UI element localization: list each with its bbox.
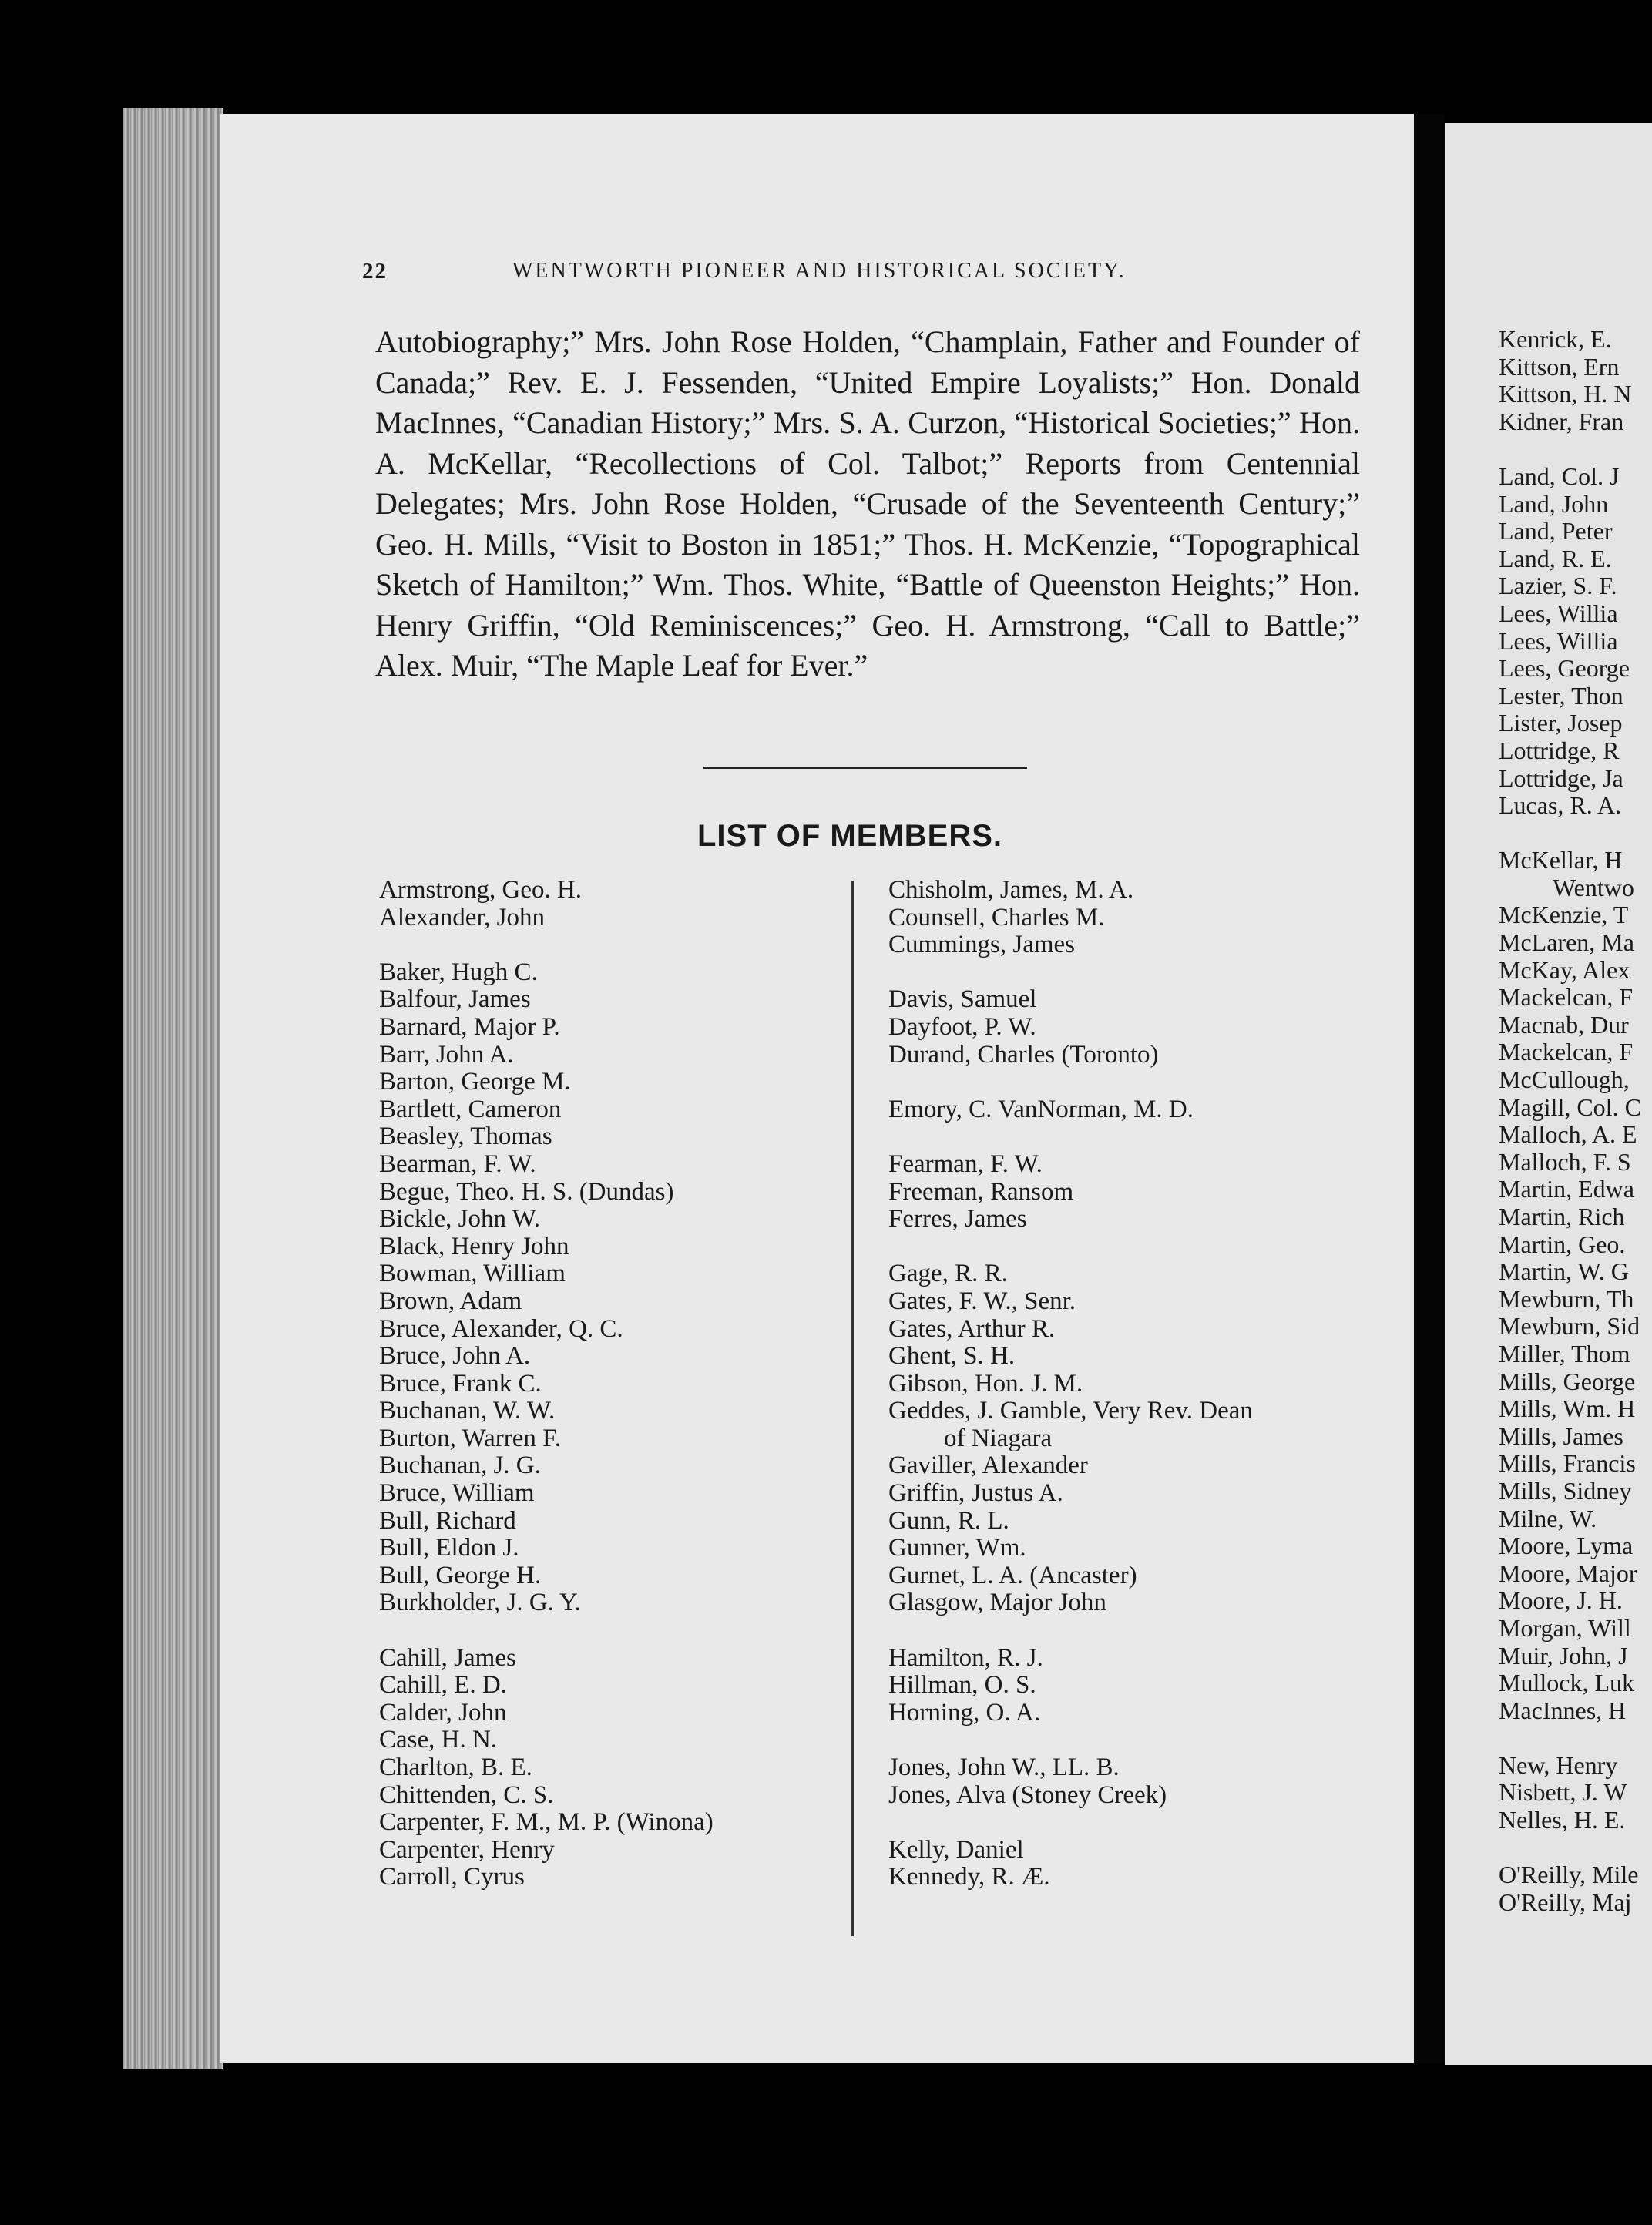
member-entry: Mewburn, Th (1499, 1284, 1634, 1313)
spacer (888, 1069, 1382, 1096)
member-entry: Bruce, Alexander, Q. C. (379, 1314, 623, 1343)
member-entry: Land, R. E. (1499, 544, 1612, 572)
member-entry: Gates, F. W., Senr. (888, 1287, 1076, 1315)
member-entry: New, Henry (1499, 1750, 1618, 1779)
spacer (888, 1727, 1382, 1754)
member-entry: Magill, Col. C (1499, 1092, 1641, 1121)
member-entry: Cahill, E. D. (379, 1671, 507, 1700)
member-entry: McCullough, (1499, 1066, 1630, 1094)
intro-text: Autobiography;” Mrs. John Rose Holden, “Champlain, Father and Founder of Canada;” Rev. E. J. Fessenden, “United Empire Loyalists;” Hon. Donald MacInnes, “Canadian History;” Mrs. S. A. Curzon, “Historical Societies;” Hon. A. McKellar, “Recollections of Col. Talbot;” Reports from Centennial Delegates; Mrs. John Rose Holden, “Crusade of the Seventeenth Century;” Geo. H. Mills, “Visit to Boston in 1851;” Thos. H. McKenzie, “Topographical Sketch of Hamilton;” Wm. Thos. White, “Battle of Queenston Heights;” Hon. Henry Griffin, “Old Reminiscences;” Geo. H. Armstrong, “Call to Battle;” Alex. Muir, “The Maple Leaf for Ever.” (375, 324, 1360, 683)
member-entry: Lees, George (1499, 654, 1630, 683)
member-entry: Bearman, F. W. (379, 1149, 536, 1178)
member-entry: Morgan, Will (1499, 1613, 1631, 1642)
member-entry: Gunner, Wm. (888, 1534, 1026, 1562)
member-entry: Ferres, James (888, 1205, 1027, 1233)
member-entry: Burton, Warren F. (379, 1424, 562, 1452)
member-entry: Mills, Francis (1499, 1449, 1636, 1478)
running-header (362, 259, 1364, 290)
member-entry: Counsell, Charles M. (888, 903, 1105, 931)
spacer (888, 1123, 1382, 1151)
member-entry: Jones, Alva (Stoney Creek) (888, 1780, 1167, 1809)
member-entry: Glasgow, Major John (888, 1589, 1106, 1617)
member-entry: Barr, John A. (379, 1040, 514, 1069)
member-entry: Nisbett, J. W (1499, 1778, 1627, 1807)
intro-paragraph (375, 322, 1360, 686)
member-entry: MacInnes, H (1499, 1696, 1627, 1724)
spacer (888, 1617, 1382, 1645)
member-entry: Calder, John (379, 1698, 507, 1727)
member-entry: Kidner, Fran (1499, 407, 1624, 435)
member-entry: Macnab, Dur (1499, 1010, 1629, 1039)
member-entry: Chittenden, C. S. (379, 1780, 554, 1809)
member-entry: Bartlett, Cameron (379, 1095, 562, 1123)
member-entry: Muir, John, J (1499, 1641, 1628, 1670)
member-entry: Jones, John W., LL. B. (888, 1753, 1120, 1781)
member-entry: Lottridge, Ja (1499, 763, 1623, 792)
member-entry: Armstrong, Geo. H. (379, 876, 583, 904)
facing-page (1445, 123, 1652, 2065)
member-entry: Kelly, Daniel (888, 1835, 1024, 1864)
member-entry: Durand, Charles (Toronto) (888, 1040, 1159, 1069)
member-entry: Milne, W. (1499, 1504, 1597, 1532)
member-entry: Martin, Rich (1499, 1203, 1625, 1230)
member-entry: O'Reilly, Maj (1499, 1888, 1632, 1916)
left-page (220, 114, 1414, 2063)
page-number: 22 (362, 259, 388, 284)
spacer (888, 1233, 1382, 1261)
member-entry: Mewburn, Sid (1499, 1312, 1640, 1341)
member-entry: Barnard, Major P. (379, 1012, 560, 1041)
member-entry: McKenzie, T (1499, 901, 1629, 929)
member-entry: Griffin, Justus A. (888, 1479, 1063, 1508)
member-entry: Chisholm, James, M. A. (888, 876, 1134, 904)
member-entry: Lester, Thon (1499, 681, 1623, 710)
member-entry: Horning, O. A. (888, 1698, 1041, 1727)
member-entry: Land, John (1499, 489, 1609, 518)
members-column-left (379, 877, 857, 1891)
member-entry: Kennedy, R. Æ. (888, 1863, 1050, 1891)
member-entry: Malloch, A. E (1499, 1120, 1637, 1149)
spacer (379, 1617, 857, 1645)
member-entry: Gibson, Hon. J. M. (888, 1369, 1083, 1398)
member-entry: Martin, Geo. (1499, 1230, 1626, 1258)
member-entry: Nelles, H. E. (1499, 1806, 1626, 1834)
facing-page-members-column (1499, 326, 1641, 1916)
member-entry: Black, Henry John (379, 1232, 569, 1260)
page-edges (123, 108, 223, 2069)
member-entry: Miller, Thom (1499, 1339, 1630, 1368)
member-entry: Bruce, Frank C. (379, 1369, 542, 1398)
list-title: LIST OF MEMBERS. (697, 819, 1002, 853)
member-entry: Carpenter, Henry (379, 1835, 555, 1864)
member-entry: Buchanan, J. G. (379, 1451, 541, 1480)
member-entry: Wentwo (1553, 873, 1634, 901)
member-entry: Fearman, F. W. (888, 1149, 1043, 1178)
member-entry: Kittson, H. N (1499, 380, 1632, 408)
member-entry: Lottridge, R (1499, 736, 1620, 764)
member-entry: Lees, Willia (1499, 599, 1618, 627)
member-entry: Mills, George (1499, 1367, 1636, 1395)
member-entry: Emory, C. VanNorman, M. D. (888, 1095, 1194, 1123)
spacer (888, 959, 1382, 987)
member-entry: McKellar, H (1499, 846, 1623, 874)
member-entry: Mills, James (1499, 1421, 1623, 1450)
member-entry: Kenrick, E. (1499, 325, 1612, 353)
member-entry: Lazier, S. F. (1499, 572, 1617, 600)
members-column-right (888, 877, 1382, 1891)
member-entry: Geddes, J. Gamble, Very Rev. Dean (888, 1397, 1253, 1425)
spacer (1499, 820, 1641, 847)
member-entry: Carpenter, F. M., M. P. (Winona) (379, 1808, 714, 1837)
member-entry: Moore, Lyma (1499, 1532, 1634, 1560)
member-entry: Bowman, William (379, 1260, 566, 1288)
member-entry: Burkholder, J. G. Y. (379, 1589, 581, 1617)
member-entry: Alexander, John (379, 903, 545, 931)
member-entry: Martin, Edwa (1499, 1175, 1634, 1203)
member-entry: Gates, Arthur R. (888, 1314, 1056, 1343)
member-entry: Moore, Major (1499, 1559, 1637, 1587)
member-entry: of Niagara (944, 1424, 1053, 1452)
spacer (888, 1809, 1382, 1837)
book-gutter (1414, 114, 1445, 2063)
member-entry: Bull, Richard (379, 1506, 516, 1535)
section-divider (703, 767, 1027, 769)
column-divider (851, 881, 854, 1936)
member-entry: Mills, Sidney (1499, 1476, 1632, 1505)
member-entry: Bull, George H. (379, 1561, 542, 1589)
member-entry: Dayfoot, P. W. (888, 1012, 1036, 1041)
member-entry: Moore, J. H. (1499, 1586, 1623, 1615)
member-entry: Charlton, B. E. (379, 1753, 532, 1781)
member-entry: Kittson, Ern (1499, 352, 1620, 381)
member-entry: McKay, Alex (1499, 955, 1630, 984)
member-entry: Davis, Samuel (888, 985, 1037, 1014)
member-entry: Buchanan, W. W. (379, 1397, 556, 1425)
member-entry: Mackelcan, F (1499, 1038, 1634, 1066)
member-entry: Land, Peter (1499, 517, 1613, 545)
spacer (1499, 435, 1641, 463)
member-entry: Freeman, Ransom (888, 1177, 1074, 1206)
member-entry: Cummings, James (888, 931, 1076, 959)
spacer (1499, 1724, 1641, 1752)
member-entry: O'Reilly, Mile (1499, 1861, 1639, 1889)
member-entry: Balfour, James (379, 985, 531, 1014)
member-entry: Martin, W. G (1499, 1257, 1629, 1286)
member-entry: Hamilton, R. J. (888, 1643, 1043, 1672)
member-entry: Bruce, John A. (379, 1342, 531, 1371)
member-entry: Carroll, Cyrus (379, 1863, 525, 1891)
member-entry: Baker, Hugh C. (379, 958, 538, 986)
member-entry: Malloch, F. S (1499, 1147, 1631, 1176)
member-entry: Begue, Theo. H. S. (Dundas) (379, 1177, 674, 1206)
member-entry: Gaviller, Alexander (888, 1451, 1088, 1480)
member-entry: Case, H. N. (379, 1726, 498, 1754)
member-entry: Lees, Willia (1499, 626, 1618, 655)
member-entry: Bull, Eldon J. (379, 1534, 519, 1562)
member-entry: Barton, George M. (379, 1068, 571, 1096)
member-entry: Cahill, James (379, 1643, 516, 1672)
member-entry: Bruce, William (379, 1479, 535, 1508)
spacer (1499, 1834, 1641, 1862)
member-entry: McLaren, Ma (1499, 928, 1634, 957)
member-entry: Gage, R. R. (888, 1260, 1008, 1288)
spacer (379, 931, 857, 959)
member-entry: Lucas, R. A. (1499, 791, 1622, 820)
member-entry: Ghent, S. H. (888, 1342, 1016, 1371)
member-entry: Hillman, O. S. (888, 1671, 1036, 1700)
member-entry: Gunn, R. L. (888, 1506, 1009, 1535)
member-entry: Land, Col. J (1499, 461, 1620, 490)
member-entry: Mills, Wm. H (1499, 1394, 1636, 1423)
member-entry: Brown, Adam (379, 1287, 522, 1315)
member-entry: Beasley, Thomas (379, 1123, 552, 1151)
member-entry: Mullock, Luk (1499, 1669, 1634, 1697)
member-entry: Bickle, John W. (379, 1205, 541, 1233)
member-entry: Gurnet, L. A. (Ancaster) (888, 1561, 1137, 1589)
running-title: WENTWORTH PIONEER AND HISTORICAL SOCIETY. (512, 259, 1127, 283)
member-entry: Mackelcan, F (1499, 983, 1634, 1012)
member-entry: Lister, Josep (1499, 709, 1623, 737)
